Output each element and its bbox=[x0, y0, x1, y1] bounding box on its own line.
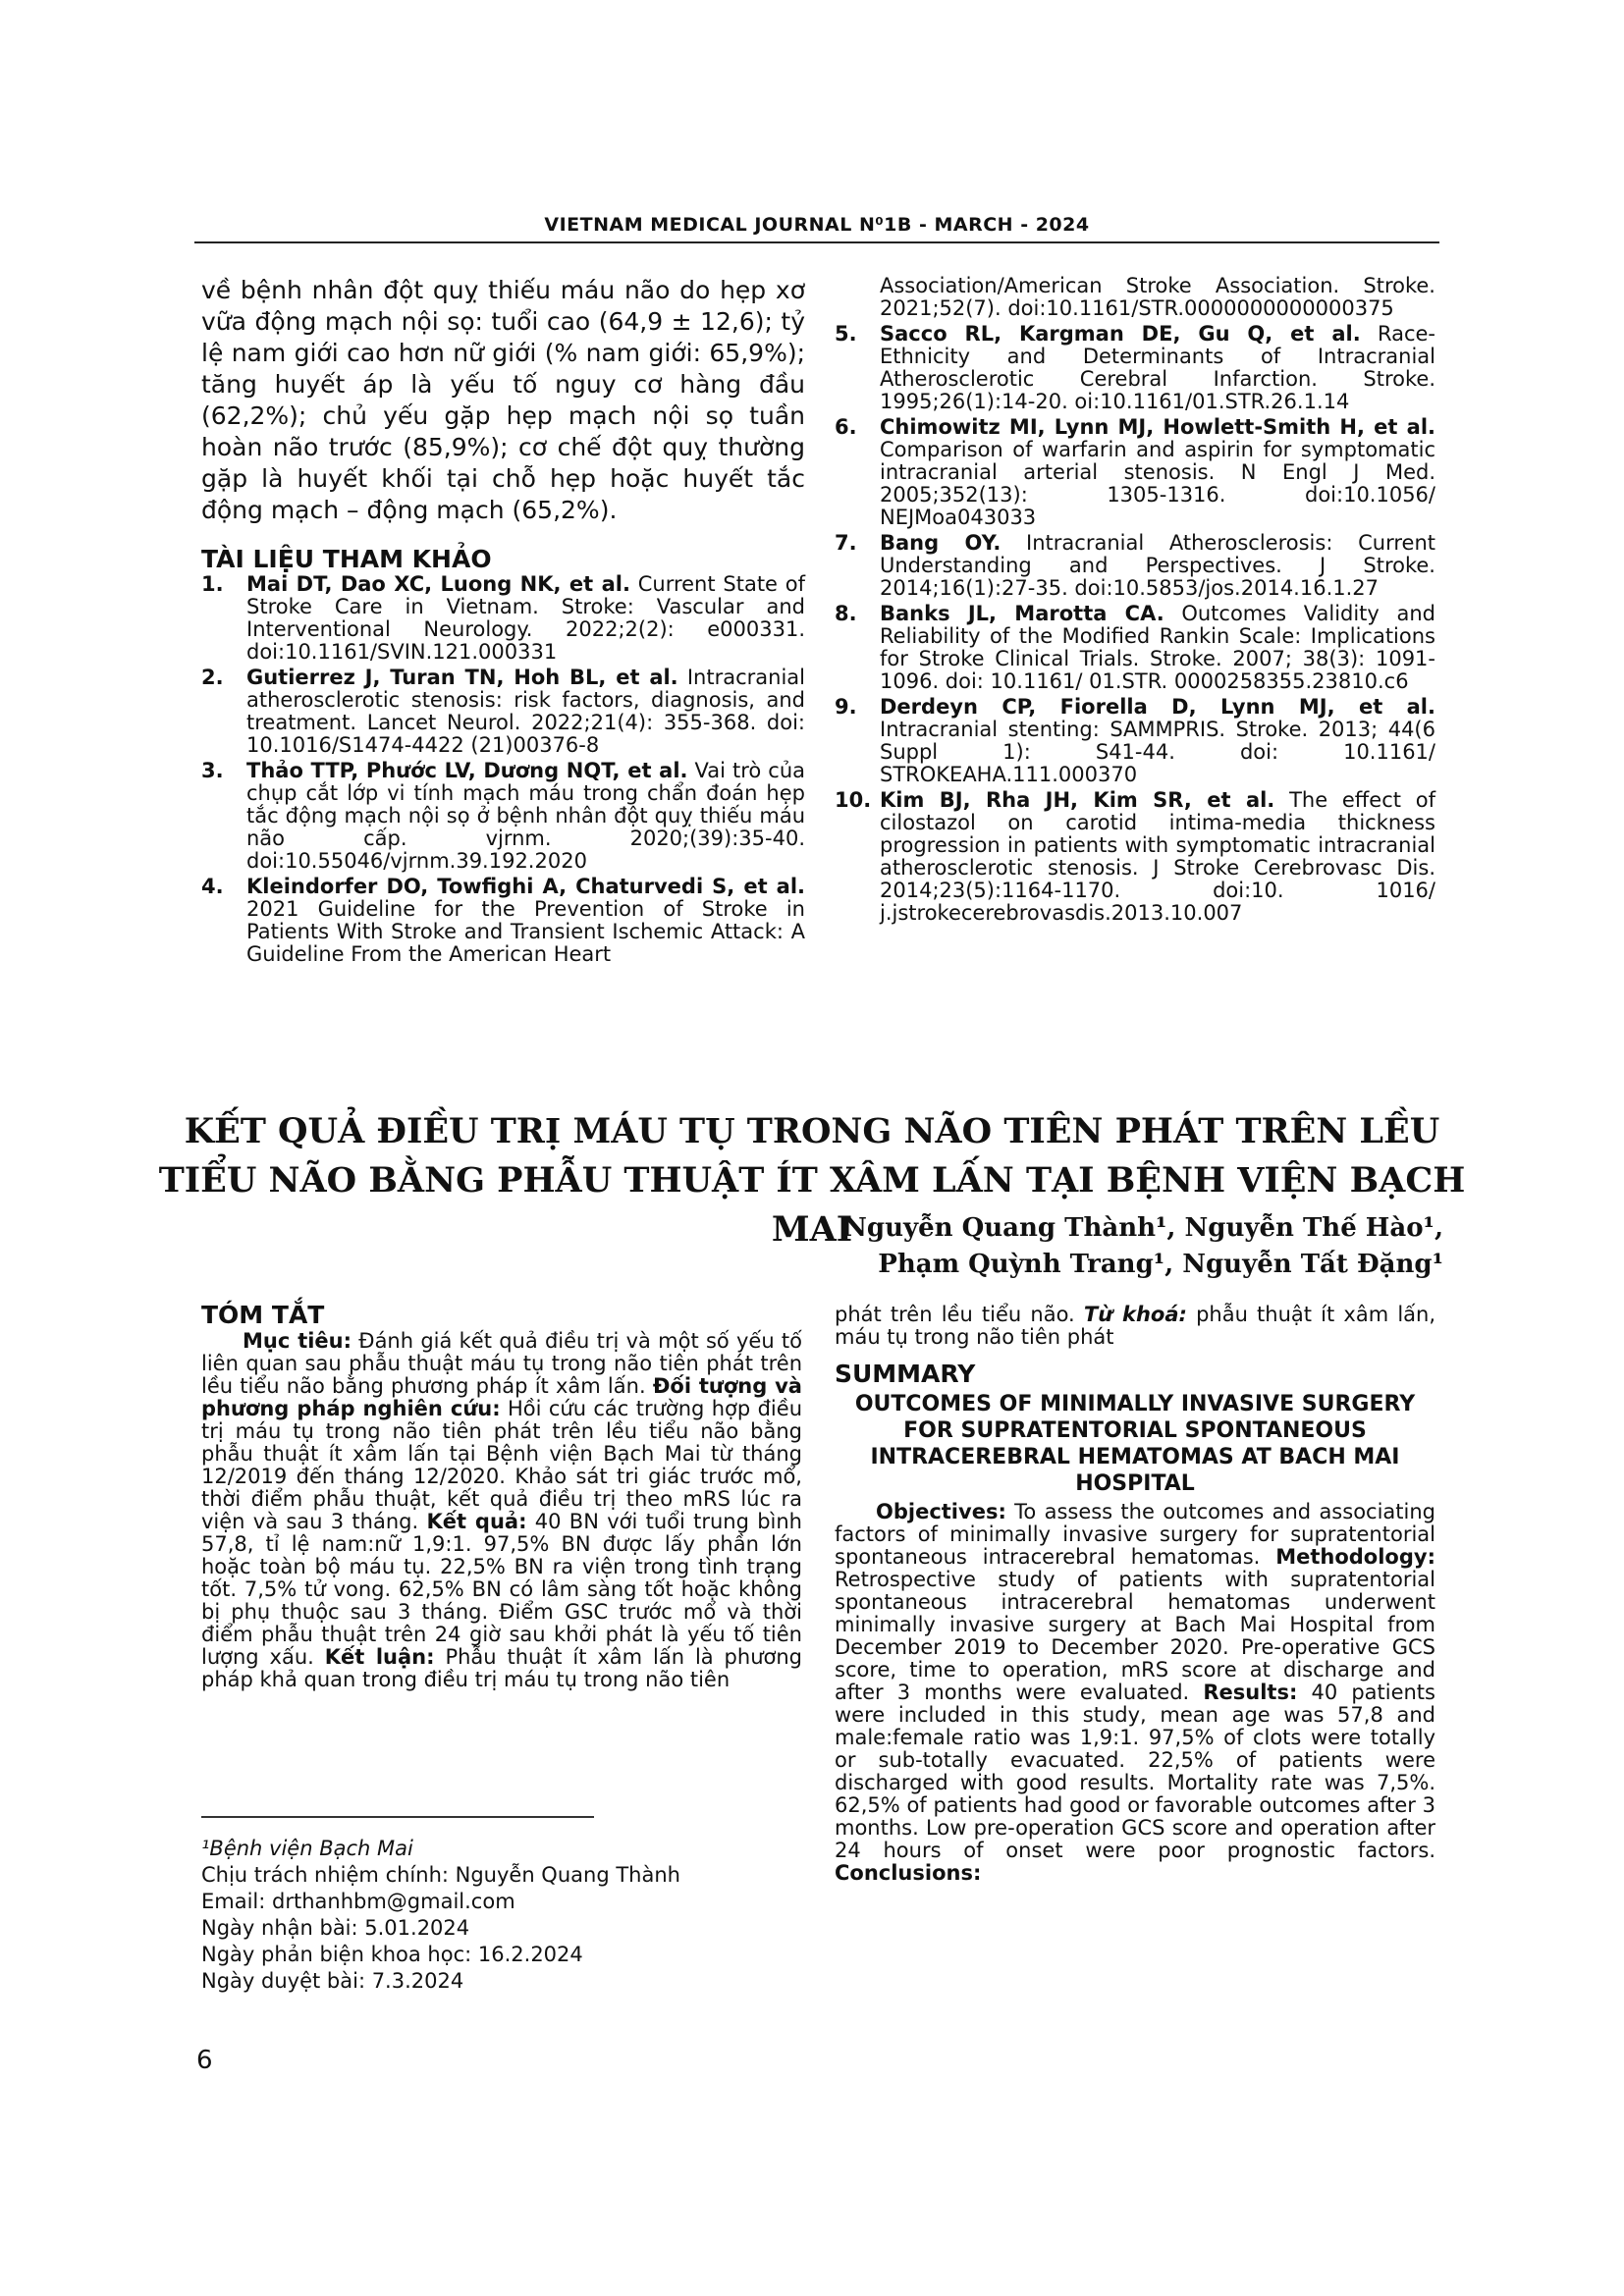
abstract-vi-heading: TÓM TẮT bbox=[201, 1301, 325, 1329]
journal-header: VIETNAM MEDICAL JOURNAL N⁰1B - MARCH - 2024 bbox=[544, 214, 1090, 236]
summary-results-label: Results: bbox=[1203, 1681, 1298, 1704]
reference-authors: Thảo TTP, Phước LV, Dương NQT, et al. bbox=[246, 759, 688, 782]
summary-en-column bbox=[835, 1304, 1435, 1885]
reference-authors: Gutierrez J, Turan TN, Hoh BL, et al. bbox=[246, 666, 678, 689]
prev-article-right-column bbox=[835, 275, 1435, 928]
reference-number: 9. bbox=[835, 695, 857, 719]
abstract-vi-body bbox=[201, 1330, 802, 1691]
reference-authors: Kim BJ, Rha JH, Kim SR, et al. bbox=[880, 788, 1275, 812]
reference-number: 5. bbox=[835, 322, 857, 346]
reference-authors: Derdeyn CP, Fiorella D, Lynn MJ, et al. bbox=[880, 695, 1435, 719]
footnotes bbox=[201, 1836, 802, 1995]
footnote-accepted: Ngày duyệt bài: 7.3.2024 bbox=[201, 1969, 464, 1993]
reference-authors: Chimowitz MI, Lynn MJ, Howlett-Smith H, et al. bbox=[880, 415, 1435, 439]
page-number: 6 bbox=[196, 2046, 213, 2075]
abstract-vi-continuation bbox=[835, 1304, 1435, 1349]
objectives-label: Objectives: bbox=[876, 1500, 1006, 1523]
footnote-affiliation: ¹Bệnh viện Bạch Mai bbox=[201, 1837, 413, 1860]
reference-text: Current State of Stroke Care in Vietnam. Stroke: Vascular and Interventional Neurology. 2022;2(2): e000331. doi:10.1161/SVIN.121.000331 bbox=[246, 572, 805, 664]
reference-authors: Sacco RL, Kargman DE, Gu Q, et al. bbox=[880, 322, 1361, 346]
reference-number: 2. bbox=[201, 666, 224, 689]
keywords-text: phẫu thuật ít xâm lấn, máu tụ trong não tiên phát bbox=[835, 1303, 1436, 1349]
methods-label: Đối tượng và phương pháp nghiên cứu: bbox=[201, 1374, 802, 1420]
reference-item bbox=[835, 789, 1435, 925]
reference-authors: Banks JL, Marotta CA. bbox=[880, 602, 1164, 625]
abstract-vi-column bbox=[201, 1301, 802, 1691]
reference-authors: Mai DT, Dao XC, Luong NK, et al. bbox=[246, 572, 630, 596]
reference-text: The effect of cilostazol on carotid intima-media thickness progression in patients with symptomatic intracranial atherosclerotic stenosis. J Stroke Cerebrovasc Dis. 2014;23(5):1164-1170. doi:10. 1016/ j.jstrokecerebrovasdis.2013.10.007 bbox=[880, 788, 1435, 925]
reference-text: Race-Ethnicity and Determinants of Intracranial Atherosclerotic Cerebral Infarction. Stroke. 1995;26(1):14-20. oi:10.1161/01.STR.26.1.14 bbox=[880, 322, 1436, 413]
footnote-rule bbox=[201, 1816, 594, 1818]
reference-text: Intracranial Atherosclerosis: Current Understanding and Perspectives. J Stroke. 2014;16(1):27-35. doi:10.5853/jos.2014.16.1.27 bbox=[880, 531, 1435, 600]
article-title-line-1: KẾT QUẢ ĐIỀU TRỊ MÁU TỤ TRONG NÃO TIÊN PHÁT TRÊN LỀU bbox=[184, 1111, 1440, 1151]
reference-text: Vai trò của chụp cắt lớp vi tính mạch máu trong chẩn đoán hẹp tắc động mạch nội sọ ở bệnh nhân đột quỵ thiếu máu não cấp. vjrnm. 2020;(39):35-40. doi:10.55046/vjrnm.39.192.2020 bbox=[246, 759, 805, 873]
reference-item bbox=[835, 323, 1435, 413]
reference-number: 1. bbox=[201, 572, 224, 596]
reference-number: 6. bbox=[835, 415, 857, 439]
results-text: 40 BN với tuổi trung bình 57,8, tỉ lệ nam:nữ 1,9:1. 97,5% BN được lấy phần lớn hoặc toàn bộ máu tụ. 22,5% BN ra viện trong tình trạng tốt. 7,5% tử vong. 62,5% BN có lâm sàng tốt hoặc không bị phụ thuộc sau 3 tháng. Điểm GSC trước mổ và thời điểm phẫu thuật trên 24 giờ sau khởi phát là yếu tố tiên lượng xấu. bbox=[201, 1510, 802, 1669]
conclusion-text: Phẫu thuật ít xâm lấn là phương pháp khả quan trong điều trị máu tụ trong não tiên bbox=[201, 1645, 802, 1691]
footnote-corresponding: Chịu trách nhiệm chính: Nguyễn Quang Thành bbox=[201, 1863, 680, 1887]
reference-authors: Bang OY. bbox=[880, 531, 1001, 555]
methodology-label: Methodology: bbox=[1275, 1545, 1435, 1569]
objectives-text: To assess the outcomes and associating factors of minimally invasive surgery for supratentorial spontaneous intracerebral hematomas. bbox=[835, 1500, 1435, 1569]
objective-label: Mục tiêu: bbox=[243, 1329, 352, 1353]
results-label: Kết quả: bbox=[426, 1510, 527, 1533]
reference-text: Outcomes Validity and Reliability of the Modified Rankin Scale: Implications for Stroke Clinical Trials. Stroke. 2007; 38(3): 1091-1096. doi: 10.1161/ 01.STR. 0000258355.23810.c6 bbox=[880, 602, 1435, 693]
authors-line-2: Phạm Quỳnh Trang¹, Nguyễn Tất Đặng¹ bbox=[878, 1250, 1443, 1279]
objective-text: Đánh giá kết quả điều trị và một số yếu tố liên quan sau phẫu thuật máu tụ trong não tiên phát trên lều tiểu não bằng phương pháp ít xâm lấn. bbox=[201, 1329, 802, 1398]
reference-number: 7. bbox=[835, 531, 857, 555]
conclusion-label: Kết luận: bbox=[324, 1645, 435, 1669]
footnote-received: Ngày nhận bài: 5.01.2024 bbox=[201, 1916, 470, 1940]
references-heading: TÀI LIỆU THAM KHẢO bbox=[201, 545, 492, 573]
reference-number: 10. bbox=[835, 788, 872, 812]
conclusion-continuation: phát trên lều tiểu não. bbox=[835, 1303, 1084, 1326]
summary-heading: SUMMARY bbox=[835, 1360, 976, 1388]
reference-number: 3. bbox=[201, 759, 224, 782]
article-title-line-2: TIỂU NÃO BẰNG PHẪU THUẬT ÍT XÂM LẤN TẠI BỆNH VIỆN BẠCH MAI bbox=[158, 1160, 1466, 1250]
header-rule bbox=[194, 241, 1439, 243]
reference-text: 2021 Guideline for the Prevention of Stroke in Patients With Stroke and Transient Ischemic Attack: A Guideline From the American Heart bbox=[246, 897, 805, 966]
reference-item bbox=[201, 667, 805, 757]
reference-text: Intracranial atherosclerotic stenosis: risk factors, diagnosis, and treatment. Lancet Neurol. 2022;21(4): 355-368. doi: 10.1016/S1474-4422 (21)00376-8 bbox=[246, 666, 805, 757]
conclusions-label: Conclusions: bbox=[835, 1861, 982, 1885]
summary-results-text: 40 patients were included in this study, mean age was 57,8 and male:female ratio was 1,9:1. 97,5% of clots were totally or sub-totally evacuated. 22,5% of patients were discharged with good results. Mortality rate was 7,5%. 62,5% of patients had good or favorable outcomes after 3 months. Low pre-operation GCS score and operation after 24 hours of onset were poor prognostic factors. bbox=[835, 1681, 1435, 1862]
methods-text: Hồi cứu các trường hợp điều trị máu tụ trong não tiên phát trên lều tiểu não bằng phẫu thuật ít xâm lấn tại Bệnh viện Bạch Mai từ tháng 12/2019 đến tháng 12/2020. Khảo sát tri giác trước mổ, thời điểm phẫu thuật, kết quả điều trị theo mRS lúc ra viện và sau 3 tháng. bbox=[201, 1397, 802, 1533]
reference-text: Comparison of warfarin and aspirin for symptomatic intracranial arterial stenosis. N Engl J Med. 2005;352(13): 1305-1316. doi:10.1056/ NEJMoa043033 bbox=[880, 438, 1435, 529]
reference-continuation: Association/American Stroke Association. Stroke. 2021;52(7). doi:10.1161/STR.0000000000000375 bbox=[880, 274, 1435, 320]
summary-body bbox=[835, 1501, 1435, 1885]
reference-number: 8. bbox=[835, 602, 857, 625]
article-authors bbox=[766, 1210, 1443, 1283]
footnote-email: Email: drthanhbm@gmail.com bbox=[201, 1890, 515, 1913]
reference-authors: Kleindorfer DO, Towfighi A, Chaturvedi S, et al. bbox=[246, 875, 805, 898]
reference-item bbox=[201, 876, 805, 966]
reference-text: Intracranial stenting: SAMMPRIS. Stroke. 2013; 44(6 Suppl 1): S41-44. doi: 10.1161/ STROKEAHA.111.000370 bbox=[880, 718, 1435, 786]
reference-item bbox=[201, 760, 805, 873]
footnote-reviewed: Ngày phản biện khoa học: 16.2.2024 bbox=[201, 1943, 583, 1966]
methodology-text: Retrospective study of patients with supratentorial spontaneous intracerebral hematomas underwent minimally invasive surgery at Bach Mai Hospital from December 2019 to December 2020. Pre-operative GCS score, time to operation, mRS score at discharge and after 3 months were evaluated. bbox=[835, 1568, 1435, 1704]
keywords-label: Từ khoá: bbox=[1083, 1303, 1187, 1326]
prev-article-left-column bbox=[201, 275, 805, 969]
reference-item bbox=[835, 532, 1435, 600]
reference-item bbox=[835, 416, 1435, 529]
reference-item bbox=[835, 603, 1435, 693]
summary-subtitle: OUTCOMES OF MINIMALLY INVASIVE SURGERY FOR SUPRATENTORIAL SPONTANEOUS INTRACEREBRAL HEMATOMAS AT BACH MAI HOSPITAL bbox=[854, 1392, 1416, 1496]
reference-number: 4. bbox=[201, 875, 224, 898]
prev-article-conclusion: về bệnh nhân đột quỵ thiếu máu não do hẹp xơ vữa động mạch nội sọ: tuổi cao (64,9 ± 12,6); tỷ lệ nam giới cao hơn nữ giới (% nam giới: 65,9%); tăng huyết áp là yếu tố nguy cơ hàng đầu (62,2%); chủ yếu gặp hẹp mạch nội sọ tuần hoàn não trước (85,9%); cơ chế đột quỵ thường gặp là huyết khối tại chỗ hẹp hoặc huyết tắc động mạch – động mạch (65,2%). bbox=[201, 276, 805, 524]
reference-item bbox=[201, 573, 805, 664]
reference-item bbox=[835, 696, 1435, 786]
authors-line-1: Nguyễn Quang Thành¹, Nguyễn Thế Hào¹, bbox=[843, 1213, 1443, 1243]
